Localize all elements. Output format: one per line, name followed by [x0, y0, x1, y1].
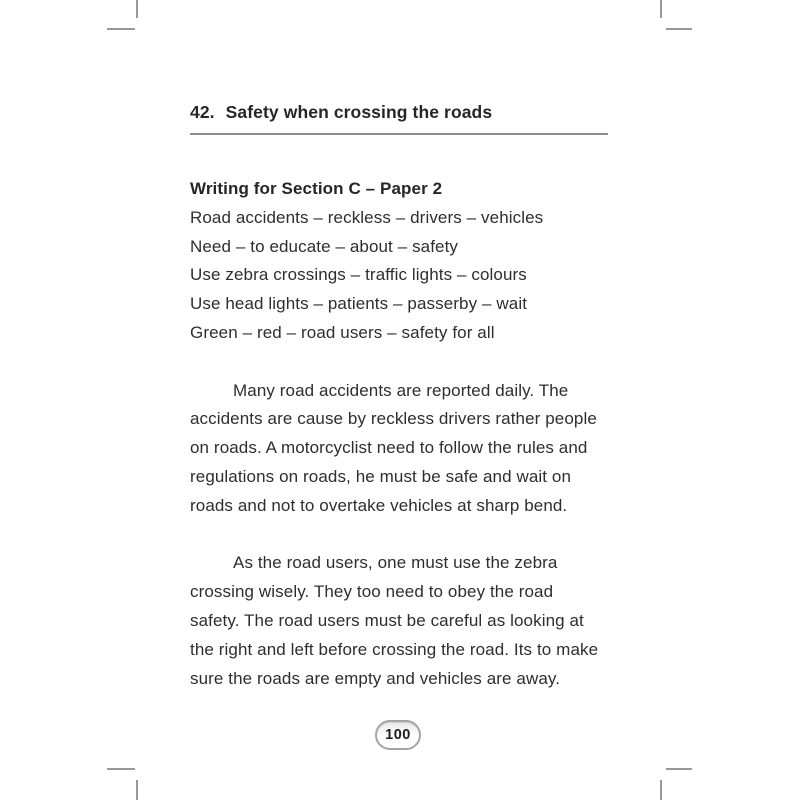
crop-mark-top-right-horizontal [666, 28, 692, 30]
outline-line: Use head lights – patients – passerby – wait [190, 294, 528, 314]
chapter-number: 42. [190, 102, 215, 122]
title-divider [190, 133, 608, 135]
section-heading: Writing for Section C – Paper 2 [190, 179, 443, 198]
paragraph-line: regulations on roads, he must be safe and wait on [190, 466, 572, 486]
crop-mark-bottom-left-horizontal [107, 768, 135, 770]
paragraph-line: Many road accidents are reported daily. The [233, 380, 569, 400]
paragraph-line: sure the roads are empty and vehicles are away. [190, 668, 561, 688]
crop-mark-bottom-left-vertical [136, 780, 138, 800]
chapter-title-text: Safety when crossing the roads [225, 102, 493, 122]
crop-mark-top-left-vertical [136, 0, 138, 18]
paragraph-line: As the road users, one must use the zebra [233, 553, 558, 573]
page-content [190, 101, 610, 693]
crop-mark-top-right-vertical [660, 0, 662, 18]
paragraph-line: safety. The road users must be careful as looking at [190, 610, 584, 630]
crop-mark-bottom-right-vertical [660, 780, 662, 800]
crop-mark-top-left-horizontal [107, 28, 135, 30]
page-number: 100 [385, 727, 411, 743]
paragraph-1 [190, 377, 610, 521]
outline-line: Need – to educate – about – safety [190, 236, 459, 256]
outline-block [190, 204, 610, 348]
paragraph-line: crossing wisely. They too need to obey the road [190, 582, 554, 602]
outline-line: Road accidents – reckless – drivers – vehicles [190, 207, 544, 227]
paragraph-line: on roads. A motorcyclist need to follow the rules and [190, 438, 588, 458]
page-number-badge [375, 720, 421, 750]
crop-mark-bottom-right-horizontal [666, 768, 692, 770]
paragraph-line: roads and not to overtake vehicles at sharp bend. [190, 495, 568, 515]
paragraph-line: the right and left before crossing the road. Its to make [190, 639, 599, 659]
outline-line: Use zebra crossings – traffic lights – colours [190, 265, 527, 285]
paragraph-2 [190, 549, 610, 693]
chapter-title [190, 101, 610, 123]
outline-line: Green – red – road users – safety for all [190, 322, 495, 342]
paragraph-line: accidents are cause by reckless drivers rather people [190, 409, 597, 429]
